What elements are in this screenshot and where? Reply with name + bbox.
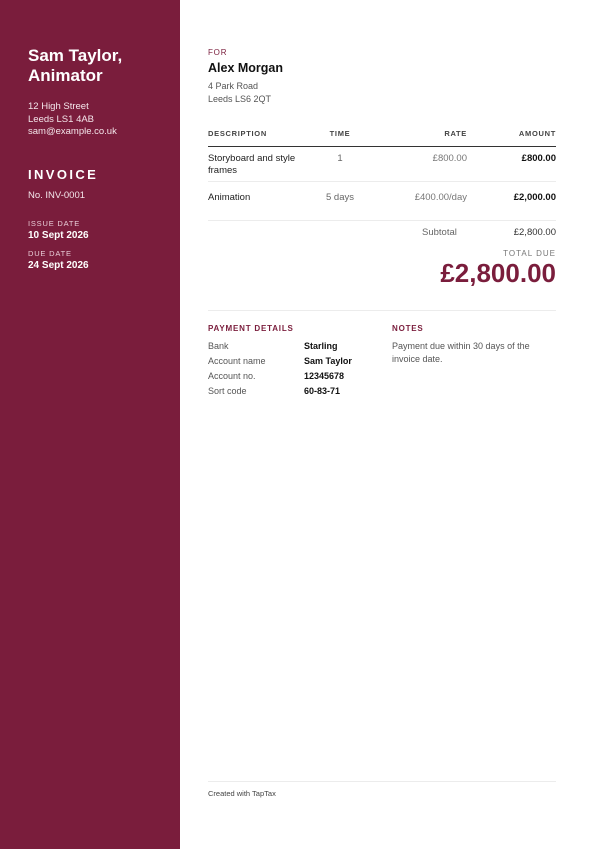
row-amount: £2,000.00	[513, 192, 556, 203]
sender-address-line1: 12 High Street	[28, 101, 89, 112]
total-due-value: £2,800.00	[440, 258, 556, 288]
invoice-number: No. INV-0001	[28, 189, 86, 201]
row-time: 1	[337, 153, 343, 164]
invoice-title: INVOICE	[28, 166, 99, 182]
issue-date-label: ISSUE DATE	[28, 218, 81, 228]
client-name: Alex Morgan	[208, 61, 284, 75]
client-label: FOR	[208, 48, 228, 57]
table-header-divider	[208, 146, 556, 147]
issue-date: 10 Sept 2026	[28, 229, 89, 241]
payment-value-account-no: 12345678	[304, 371, 345, 381]
row-rate: £800.00	[432, 153, 467, 164]
notes-text: Payment due within 30 days of the invoice date.	[392, 341, 530, 364]
payment-key-account-no: Account no.	[208, 371, 256, 381]
header-description: DESCRIPTION	[208, 129, 267, 138]
payment-key-sort-code: Sort code	[208, 386, 247, 396]
row-divider	[208, 220, 556, 221]
row-divider	[208, 181, 556, 182]
due-date-label: DUE DATE	[28, 248, 72, 258]
sender-email: sam@example.co.uk	[28, 126, 117, 137]
row-rate: £400.00/day	[414, 192, 467, 203]
subtotal-value: £2,800.00	[513, 227, 556, 238]
row-description: Animation	[208, 192, 251, 203]
sender-address	[28, 101, 180, 139]
total-due-label: TOTAL DUE	[503, 249, 556, 258]
section-divider	[208, 310, 556, 311]
row-time: 5 days	[326, 192, 354, 203]
subtotal-label: Subtotal	[422, 227, 457, 238]
footer-divider	[208, 781, 556, 782]
notes-title: NOTES	[392, 324, 424, 333]
sender-name: Sam Taylor, Animator	[28, 46, 123, 85]
header-rate: RATE	[444, 129, 467, 138]
payment-key-account-name: Account name	[208, 356, 266, 366]
sender-sidebar	[0, 0, 180, 849]
payment-key-bank: Bank	[208, 341, 229, 351]
client-address-line2: Leeds LS6 2QT	[208, 93, 272, 104]
header-amount: AMOUNT	[518, 129, 556, 138]
payment-value-sort-code: 60-83-71	[304, 386, 341, 396]
client-address	[208, 80, 271, 105]
row-description: Storyboard and style frames	[208, 153, 296, 176]
payment-value-bank: Starling	[304, 341, 338, 351]
row-amount: £800.00	[521, 153, 556, 164]
footer-credit: Created with TapTax	[208, 789, 276, 798]
payment-value-account-name: Sam Taylor	[304, 356, 352, 366]
sender-address-line2: Leeds LS1 4AB	[28, 113, 95, 125]
due-date: 24 Sept 2026	[28, 259, 89, 271]
payment-details-title: PAYMENT DETAILS	[208, 324, 294, 333]
client-address-line1: 4 Park Road	[208, 81, 259, 91]
header-time: TIME	[329, 129, 351, 138]
